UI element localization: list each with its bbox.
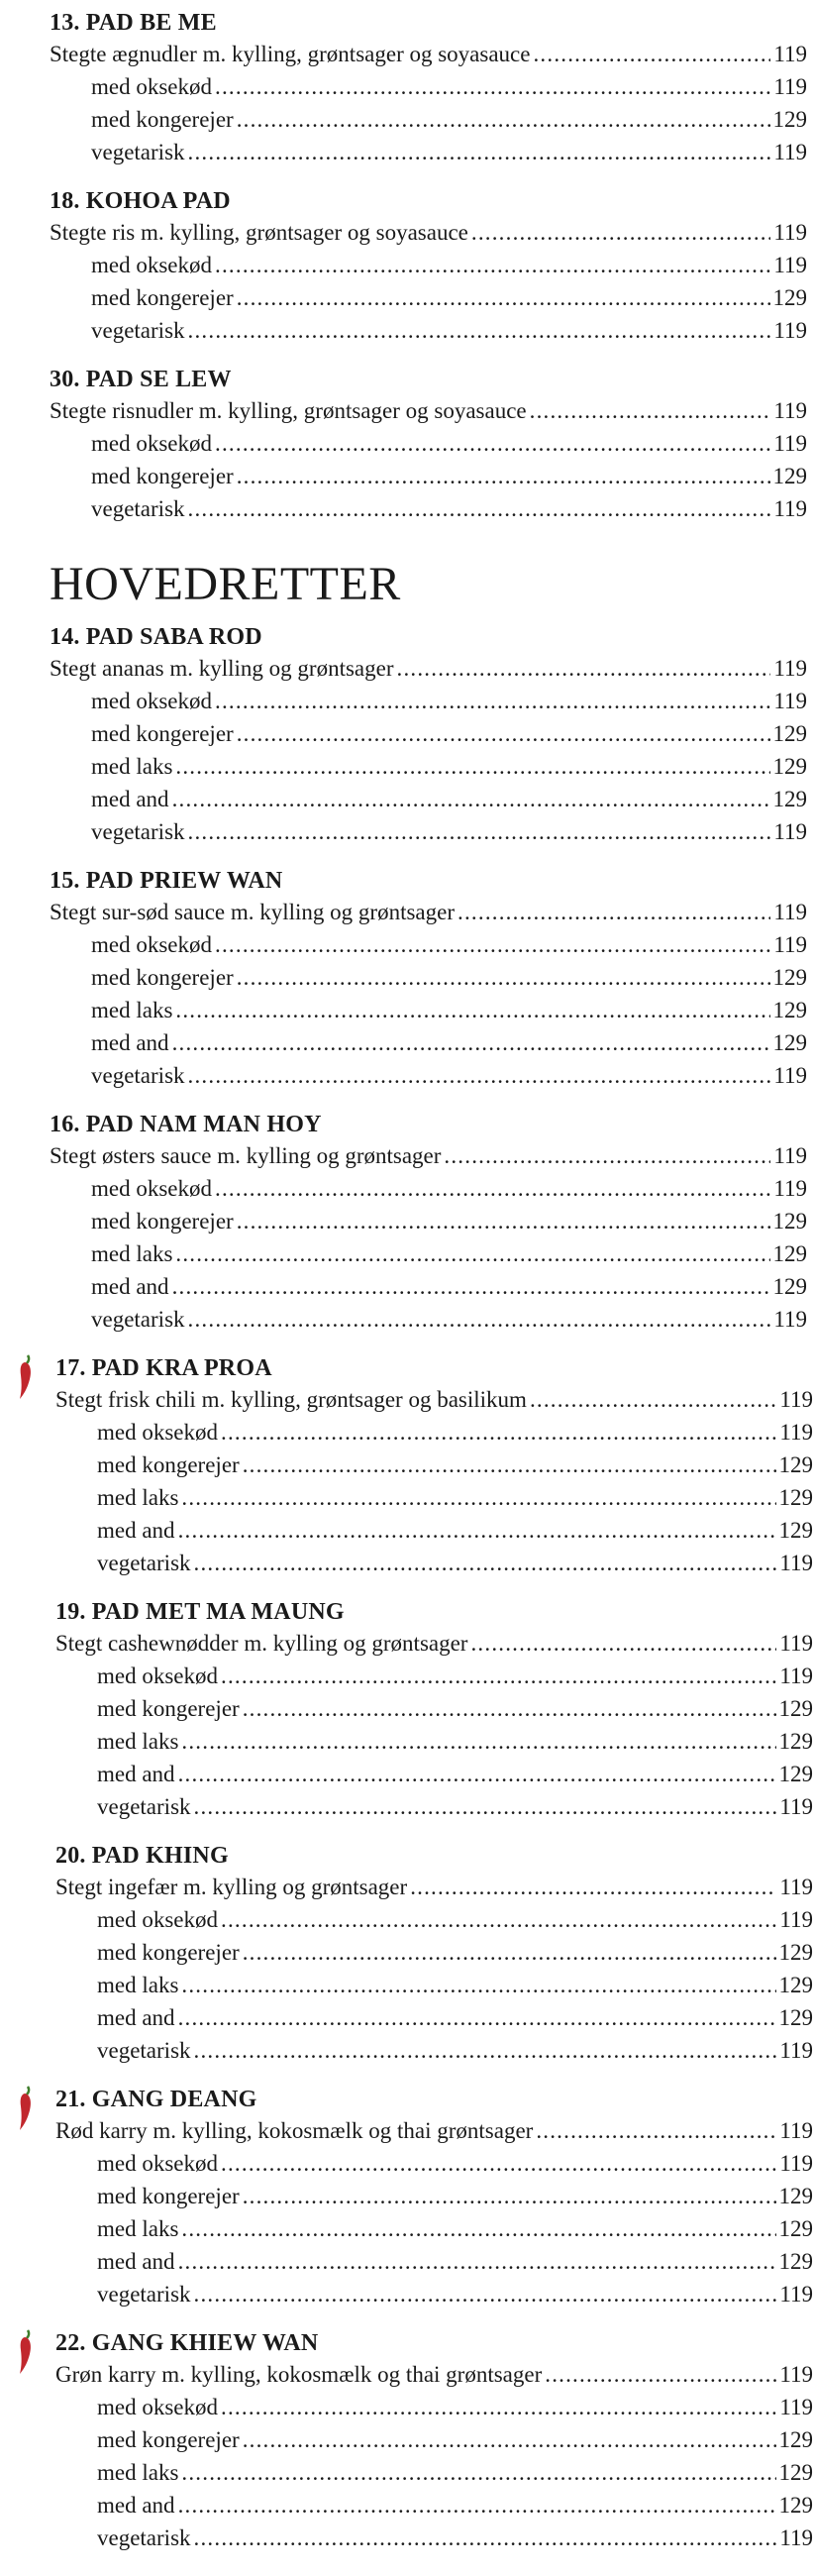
dish-title: 22. GANG KHIEW WAN xyxy=(55,2330,319,2356)
price: 129 xyxy=(772,965,807,990)
variant-name: med oksekød xyxy=(97,2151,219,2176)
price: 119 xyxy=(773,140,807,164)
dish-variant-row xyxy=(50,1237,807,1270)
price: 119 xyxy=(773,900,807,924)
dot-leader xyxy=(178,1758,776,1790)
dish-description: Stegte ris m. kylling, grøntsager og soyasauce xyxy=(50,220,468,245)
dish-variant-row xyxy=(55,2423,813,2456)
dot-leader xyxy=(237,460,770,492)
variant-name: med kongerejer xyxy=(91,464,234,488)
dot-leader xyxy=(221,1903,776,1936)
dot-leader xyxy=(188,1059,771,1092)
dish-title: 18. KOHOA PAD xyxy=(50,188,231,214)
dot-leader xyxy=(237,1205,770,1237)
dish-title: 13. PAD BE ME xyxy=(50,10,217,36)
dish-description: Stegt ananas m. kylling og grøntsager xyxy=(50,656,394,681)
variant-name: vegetarisk xyxy=(97,2038,191,2063)
dot-leader xyxy=(215,685,770,717)
price: 119 xyxy=(779,2395,813,2419)
price: 129 xyxy=(772,721,807,746)
dot-leader xyxy=(175,750,769,783)
dish-description-row xyxy=(50,38,807,70)
price: 119 xyxy=(779,2151,813,2176)
dish-block xyxy=(55,1841,815,2067)
price: 129 xyxy=(778,1518,813,1543)
dish-variant-row xyxy=(55,2391,813,2423)
price: 129 xyxy=(778,2460,813,2485)
chili-icon xyxy=(16,2085,38,2132)
dish-variant-row xyxy=(50,249,807,281)
price: 119 xyxy=(773,253,807,277)
variant-name: med oksekød xyxy=(91,74,213,99)
variant-name: med oksekød xyxy=(97,1664,219,1688)
variant-name: vegetarisk xyxy=(91,819,185,844)
variant-name: med oksekød xyxy=(97,1907,219,1932)
price: 129 xyxy=(772,1030,807,1055)
dot-leader xyxy=(221,1660,776,1692)
dish-variant-row xyxy=(55,1758,813,1790)
dish-variant-row xyxy=(50,460,807,492)
variant-name: med and xyxy=(97,2493,175,2518)
dish-variant-row xyxy=(50,314,807,347)
dot-leader xyxy=(237,281,770,314)
price: 129 xyxy=(772,464,807,488)
variant-name: med and xyxy=(97,1762,175,1786)
variant-name: med oksekød xyxy=(97,2395,219,2419)
section-heading: HOVEDRETTER xyxy=(50,558,401,610)
dish-variant-row xyxy=(50,136,807,168)
dish-description: Grøn karry m. kylling, kokosmælk og thai grøntsager xyxy=(55,2362,543,2387)
dish-description: Stegte risnudler m. kylling, grøntsager og soyasauce xyxy=(50,398,527,423)
variant-name: med laks xyxy=(91,1241,173,1266)
price: 119 xyxy=(773,932,807,957)
price: 119 xyxy=(779,1875,813,1899)
variant-name: med oksekød xyxy=(91,253,213,277)
dot-leader xyxy=(237,103,770,136)
dish-variant-row xyxy=(55,1790,813,1823)
price: 119 xyxy=(773,819,807,844)
variant-name: med and xyxy=(91,787,169,811)
variant-name: med kongerejer xyxy=(97,1452,240,1477)
dish-variant-row xyxy=(50,685,807,717)
variant-name: med laks xyxy=(97,1729,179,1754)
dish-block xyxy=(50,622,815,848)
variant-name: vegetarisk xyxy=(91,318,185,343)
dot-leader xyxy=(178,2245,776,2278)
dish-block xyxy=(50,1110,815,1336)
dish-variant-row xyxy=(50,1270,807,1303)
variant-name: vegetarisk xyxy=(97,2282,191,2307)
price: 119 xyxy=(773,1063,807,1088)
dot-leader xyxy=(194,2034,777,2067)
dish-variant-row xyxy=(50,783,807,815)
dish-variant-row xyxy=(55,2034,813,2067)
price: 119 xyxy=(773,318,807,343)
chili-icon xyxy=(16,2328,38,2376)
price: 119 xyxy=(773,1307,807,1332)
variant-name: med laks xyxy=(97,2460,179,2485)
dish-title: 20. PAD KHING xyxy=(55,1843,229,1869)
dish-variant-row xyxy=(55,1660,813,1692)
dot-leader xyxy=(221,2147,776,2180)
price: 129 xyxy=(772,1274,807,1299)
variant-name: med kongerejer xyxy=(97,2427,240,2452)
dish-variant-row xyxy=(50,1205,807,1237)
dot-leader xyxy=(533,38,770,70)
variant-name: med laks xyxy=(91,998,173,1022)
price: 119 xyxy=(773,1176,807,1201)
dish-description: Stegt ingefær m. kylling og grøntsager xyxy=(55,1875,408,1899)
price: 119 xyxy=(773,496,807,521)
dot-leader xyxy=(188,815,771,848)
dot-leader xyxy=(178,1514,776,1547)
variant-name: med kongerejer xyxy=(97,1696,240,1721)
dot-leader xyxy=(243,2180,776,2212)
dish-description: Stegt sur-sød sauce m. kylling og grøntsager xyxy=(50,900,456,924)
dish-description-row xyxy=(55,1627,813,1660)
dot-leader xyxy=(536,2114,776,2147)
dish-title: 21. GANG DEANG xyxy=(55,2087,257,2112)
dish-variant-row xyxy=(50,750,807,783)
variant-name: vegetarisk xyxy=(97,1794,191,1819)
dot-leader xyxy=(188,1303,771,1336)
dish-variant-row xyxy=(55,2489,813,2522)
dot-leader xyxy=(178,2001,776,2034)
dish-variant-row xyxy=(55,1903,813,1936)
price: 129 xyxy=(772,754,807,779)
dish-block xyxy=(50,365,815,525)
dish-title: 15. PAD PRIEW WAN xyxy=(50,868,283,894)
price: 119 xyxy=(773,398,807,423)
dot-leader xyxy=(194,2522,777,2554)
price: 129 xyxy=(772,787,807,811)
price: 119 xyxy=(779,2525,813,2550)
price: 129 xyxy=(778,2427,813,2452)
variant-name: med and xyxy=(97,2005,175,2030)
price: 119 xyxy=(779,1551,813,1575)
dot-leader xyxy=(215,427,770,460)
price: 119 xyxy=(773,431,807,456)
dish-description-row xyxy=(50,394,807,427)
dot-leader xyxy=(194,1547,777,1579)
price: 129 xyxy=(778,2493,813,2518)
dish-description: Rød karry m. kylling, kokosmælk og thai grøntsager xyxy=(55,2118,534,2143)
dot-leader xyxy=(237,961,770,994)
dot-leader xyxy=(175,994,769,1026)
dot-leader xyxy=(530,1383,776,1416)
dot-leader xyxy=(545,2358,776,2391)
variant-name: med and xyxy=(91,1274,169,1299)
dot-leader xyxy=(188,136,771,168)
price: 129 xyxy=(772,107,807,132)
dish-variant-row xyxy=(50,961,807,994)
dish-block xyxy=(50,8,815,168)
variant-name: med laks xyxy=(97,1973,179,1997)
dish-variant-row xyxy=(50,717,807,750)
variant-name: vegetarisk xyxy=(91,1063,185,1088)
dish-variant-row xyxy=(50,1172,807,1205)
dish-variant-row xyxy=(55,1969,813,2001)
dish-variant-row xyxy=(55,1725,813,1758)
dot-leader xyxy=(181,1725,775,1758)
price: 129 xyxy=(778,1762,813,1786)
dish-description-row xyxy=(55,2114,813,2147)
variant-name: med kongerejer xyxy=(97,1940,240,1965)
price: 119 xyxy=(779,1664,813,1688)
dish-variant-row xyxy=(50,994,807,1026)
variant-name: med kongerejer xyxy=(91,1209,234,1234)
dish-variant-row xyxy=(50,1059,807,1092)
chili-icon xyxy=(16,1353,38,1401)
price: 129 xyxy=(778,1452,813,1477)
dot-leader xyxy=(530,394,771,427)
dot-leader xyxy=(188,492,771,525)
price: 119 xyxy=(773,656,807,681)
price: 119 xyxy=(779,2118,813,2143)
price: 119 xyxy=(773,42,807,66)
dish-description-row xyxy=(50,896,807,928)
dot-leader xyxy=(221,2391,776,2423)
dish-variant-row xyxy=(50,492,807,525)
variant-name: med and xyxy=(97,1518,175,1543)
dot-leader xyxy=(181,2212,775,2245)
dot-leader xyxy=(181,2456,775,2489)
dish-title: 30. PAD SE LEW xyxy=(50,367,232,392)
dish-variant-row xyxy=(50,928,807,961)
price: 129 xyxy=(772,285,807,310)
dish-variant-row xyxy=(55,2245,813,2278)
price: 129 xyxy=(778,1485,813,1510)
dish-title: 16. PAD NAM MAN HOY xyxy=(50,1112,322,1137)
dish-description-row xyxy=(55,2358,813,2391)
variant-name: med kongerejer xyxy=(97,2184,240,2208)
price: 119 xyxy=(779,1387,813,1412)
price: 129 xyxy=(778,2249,813,2274)
price: 119 xyxy=(779,2362,813,2387)
dish-description-row xyxy=(55,1383,813,1416)
dot-leader xyxy=(215,249,770,281)
dish-block xyxy=(55,1597,815,1823)
price: 119 xyxy=(779,2282,813,2307)
variant-name: med oksekød xyxy=(97,1420,219,1445)
dot-leader xyxy=(215,1172,770,1205)
dot-leader xyxy=(172,1270,770,1303)
variant-name: vegetarisk xyxy=(97,1551,191,1575)
dish-block xyxy=(55,2085,815,2310)
dish-variant-row xyxy=(55,2522,813,2554)
dot-leader xyxy=(181,1969,775,2001)
variant-name: vegetarisk xyxy=(97,2525,191,2550)
dot-leader xyxy=(175,1237,769,1270)
dish-variant-row xyxy=(55,1449,813,1481)
variant-name: vegetarisk xyxy=(91,496,185,521)
dot-leader xyxy=(444,1139,770,1172)
dish-variant-row xyxy=(50,1303,807,1336)
dish-variant-row xyxy=(55,2456,813,2489)
variant-name: med kongerejer xyxy=(91,721,234,746)
variant-name: med laks xyxy=(91,754,173,779)
dish-block xyxy=(50,866,815,1092)
dish-variant-row xyxy=(55,2147,813,2180)
dot-leader xyxy=(172,783,770,815)
dish-title: 14. PAD SABA ROD xyxy=(50,624,262,650)
dish-title: 17. PAD KRA PROA xyxy=(55,1355,272,1381)
dot-leader xyxy=(397,652,771,685)
dot-leader xyxy=(194,2278,777,2310)
price: 129 xyxy=(778,1729,813,1754)
dish-variant-row xyxy=(55,1481,813,1514)
dot-leader xyxy=(243,1449,776,1481)
dot-leader xyxy=(172,1026,770,1059)
price: 129 xyxy=(772,1209,807,1234)
dish-variant-row xyxy=(50,427,807,460)
dot-leader xyxy=(221,1416,776,1449)
dish-variant-row xyxy=(55,1692,813,1725)
dish-variant-row xyxy=(50,281,807,314)
dish-variant-row xyxy=(55,1416,813,1449)
dish-title: 19. PAD MET MA MAUNG xyxy=(55,1599,345,1625)
price: 119 xyxy=(779,1631,813,1656)
dish-description-row xyxy=(50,1139,807,1172)
price: 129 xyxy=(778,2005,813,2030)
dish-variant-row xyxy=(50,1026,807,1059)
price: 129 xyxy=(778,2184,813,2208)
dish-variant-row xyxy=(50,103,807,136)
dish-variant-row xyxy=(50,70,807,103)
price: 129 xyxy=(772,998,807,1022)
variant-name: med kongerejer xyxy=(91,107,234,132)
variant-name: med laks xyxy=(97,2216,179,2241)
dish-block xyxy=(50,186,815,347)
dish-description-row xyxy=(50,652,807,685)
price: 129 xyxy=(778,1696,813,1721)
price: 129 xyxy=(778,1973,813,1997)
dot-leader xyxy=(215,928,770,961)
dish-variant-row xyxy=(50,815,807,848)
dot-leader xyxy=(243,1692,776,1725)
variant-name: med kongerejer xyxy=(91,965,234,990)
dish-variant-row xyxy=(55,2278,813,2310)
variant-name: vegetarisk xyxy=(91,140,185,164)
price: 119 xyxy=(773,689,807,713)
price: 129 xyxy=(778,1940,813,1965)
dish-variant-row xyxy=(55,2212,813,2245)
variant-name: med oksekød xyxy=(91,932,213,957)
dot-leader xyxy=(470,1627,776,1660)
price: 119 xyxy=(773,220,807,245)
dot-leader xyxy=(243,1936,776,1969)
dot-leader xyxy=(181,1481,775,1514)
dish-description: Stegt østers sauce m. kylling og grøntsager xyxy=(50,1143,442,1168)
variant-name: vegetarisk xyxy=(91,1307,185,1332)
dot-leader xyxy=(458,896,770,928)
dot-leader xyxy=(194,1790,777,1823)
dish-block xyxy=(55,1353,815,1579)
price: 119 xyxy=(773,74,807,99)
dish-description: Stegt frisk chili m. kylling, grøntsager og basilikum xyxy=(55,1387,527,1412)
price: 129 xyxy=(772,1241,807,1266)
price: 119 xyxy=(779,1794,813,1819)
dish-variant-row xyxy=(55,1547,813,1579)
dish-block xyxy=(55,2328,815,2554)
variant-name: med oksekød xyxy=(91,431,213,456)
dish-description-row xyxy=(50,216,807,249)
price: 119 xyxy=(779,1907,813,1932)
dish-description-row xyxy=(55,1871,813,1903)
price: 119 xyxy=(779,1420,813,1445)
dot-leader xyxy=(188,314,771,347)
price: 119 xyxy=(773,1143,807,1168)
variant-name: med kongerejer xyxy=(91,285,234,310)
price: 119 xyxy=(779,2038,813,2063)
dish-description: Stegt cashewnødder m. kylling og grøntsager xyxy=(55,1631,468,1656)
dot-leader xyxy=(237,717,770,750)
variant-name: med oksekød xyxy=(91,689,213,713)
dot-leader xyxy=(243,2423,776,2456)
price: 129 xyxy=(778,2216,813,2241)
dot-leader xyxy=(215,70,770,103)
variant-name: med oksekød xyxy=(91,1176,213,1201)
variant-name: med laks xyxy=(97,1485,179,1510)
dish-variant-row xyxy=(55,1514,813,1547)
dish-description: Stegte ægnudler m. kylling, grøntsager og soyasauce xyxy=(50,42,531,66)
variant-name: med and xyxy=(97,2249,175,2274)
dot-leader xyxy=(410,1871,776,1903)
dot-leader xyxy=(471,216,770,249)
dish-variant-row xyxy=(55,1936,813,1969)
dish-variant-row xyxy=(55,2180,813,2212)
variant-name: med and xyxy=(91,1030,169,1055)
dish-variant-row xyxy=(55,2001,813,2034)
dot-leader xyxy=(178,2489,776,2522)
